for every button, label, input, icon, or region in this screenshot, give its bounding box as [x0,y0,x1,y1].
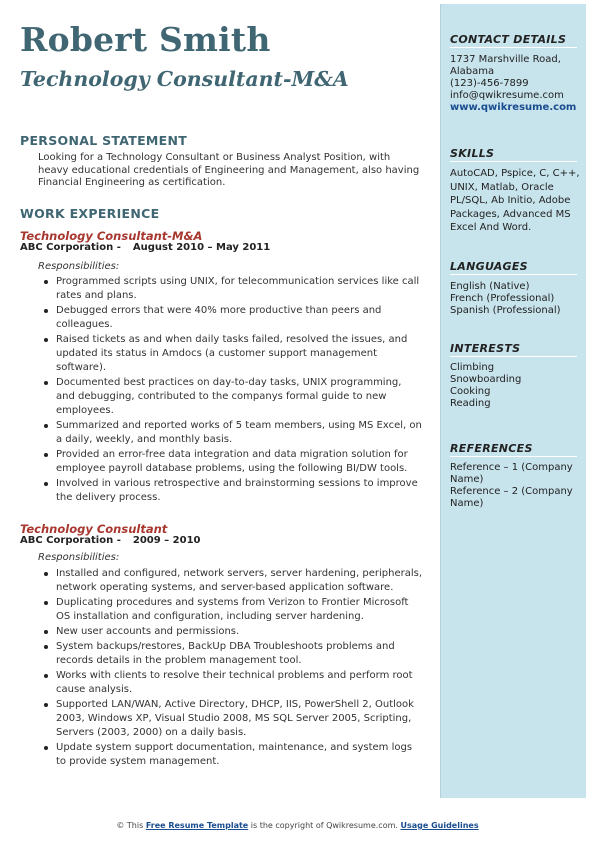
contact-phone: (123)-456-7899 [450,78,529,89]
interest-item: Reading [450,398,491,409]
contact-email[interactable]: info@qwikresume.com [450,90,564,101]
language-item: Spanish (Professional) [450,305,561,316]
contact-details [450,54,580,114]
personal-statement-text: Looking for a Technology Consultant or Business Analyst Position, with heavy educational credentials of Engineering and Management, also having Financial Engineering as certification. [38,152,420,188]
bullet-item: Works with clients to resolve their technical problems and perform root cause analysis. [40,669,422,697]
languages-heading: LANGUAGES [450,260,528,273]
bullet-item: Documented best practices on day-to-day tasks, UNIX programming, and debugging, contributed to the companys formal guide to new employees. [40,376,422,418]
divider [450,456,577,457]
responsibilities-label: Responsibilities: [38,261,120,272]
reference-item: Reference – 1 (Company Name) [450,462,573,485]
company-name: ABC Corporation - [20,535,121,546]
free-resume-template-link[interactable]: Free Resume Template [145,821,249,830]
contact-website[interactable]: www.qwikresume.com [450,102,577,113]
usage-guidelines-link[interactable]: Usage Guidelines [400,821,479,830]
bullet-item: Summarized and reported works of 5 team members, using MS Excel, on a daily, weekly, and monthly basis. [40,419,422,447]
job-title: Technology Consultant-M&A [20,229,203,243]
job-dates: August 2010 – May 2011 [132,242,271,253]
company-name: ABC Corporation - [20,242,121,253]
bullet-item: Supported LAN/WAN, Active Directory, DHCP, IIS, PowerShell 2, Outlook 2003, Windows XP, Visual Studio 2008, MS SQL Server 2005, Scripting, Servers (2003, 2000) on a daily basis. [40,698,422,740]
bullet-item: Programmed scripts using UNIX, for telecommunication services like call rates and plans. [40,275,422,303]
languages-list [450,281,580,317]
interest-item: Snowboarding [450,374,522,385]
responsibilities-label: Responsibilities: [38,552,120,563]
job-company [20,535,201,546]
language-item: English (Native) [450,281,530,292]
language-item: French (Professional) [450,293,555,304]
candidate-name: Robert Smith [20,20,271,59]
footer-prefix: © This [116,821,144,830]
contact-heading: CONTACT DETAILS [450,33,567,46]
divider [450,47,577,48]
interest-item: Cooking [450,386,491,397]
footer-middle: is the copyright of Qwikresume.com. [250,821,398,830]
job-bullets [40,567,422,770]
job-company [20,242,270,253]
interests-list [450,362,580,410]
bullet-item: Debugged errors that were 40% more productive than peers and colleagues. [40,304,422,332]
candidate-title: Technology Consultant-M&A [20,67,349,91]
bullet-item: Installed and configured, network servers, server hardening, peripherals, network operating systems, and server-based application software. [40,567,422,595]
skills-heading: SKILLS [450,147,495,160]
interests-heading: INTERESTS [450,342,521,355]
contact-address: 1737 Marshville Road, Alabama [450,54,561,77]
divider [450,274,577,275]
bullet-item: New user accounts and permissions. [40,625,422,639]
footer [0,821,595,830]
sidebar [440,4,586,798]
bullet-item: Duplicating procedures and systems from Verizon to Frontier Microsoft OS installation and configuration, including server hardening. [40,596,422,624]
references-heading: REFERENCES [450,442,533,455]
skills-text: AutoCAD, Pspice, C, C++, UNIX, Matlab, Oracle PL/SQL, Ab Initio, Adobe Packages, Advanced MS Excel And Word. [450,168,580,233]
bullet-item: System backups/restores, BackUp DBA Troubleshoots problems and records details in the problem management tool. [40,640,422,668]
job-bullets [40,275,422,506]
personal-statement-heading: PERSONAL STATEMENT [20,133,188,148]
divider [450,161,577,162]
job-dates: 2009 – 2010 [132,535,201,546]
bullet-item: Raised tickets as and when daily tasks failed, resolved the issues, and updated its status in Amdocs (a customer support management software). [40,333,422,375]
bullet-item: Involved in various retrospective and brainstorming sessions to improve the delivery process. [40,477,422,505]
job-title: Technology Consultant [20,522,168,536]
bullet-item: Provided an error-free data integration and data migration solution for employee payroll database problems, using the following BI/DW tools. [40,448,422,476]
divider [450,356,577,357]
interest-item: Climbing [450,362,495,373]
references-list [450,462,580,510]
work-experience-heading: WORK EXPERIENCE [20,206,160,221]
reference-item: Reference – 2 (Company Name) [450,486,573,509]
bullet-item: Update system support documentation, maintenance, and system logs to provide system management. [40,741,422,769]
